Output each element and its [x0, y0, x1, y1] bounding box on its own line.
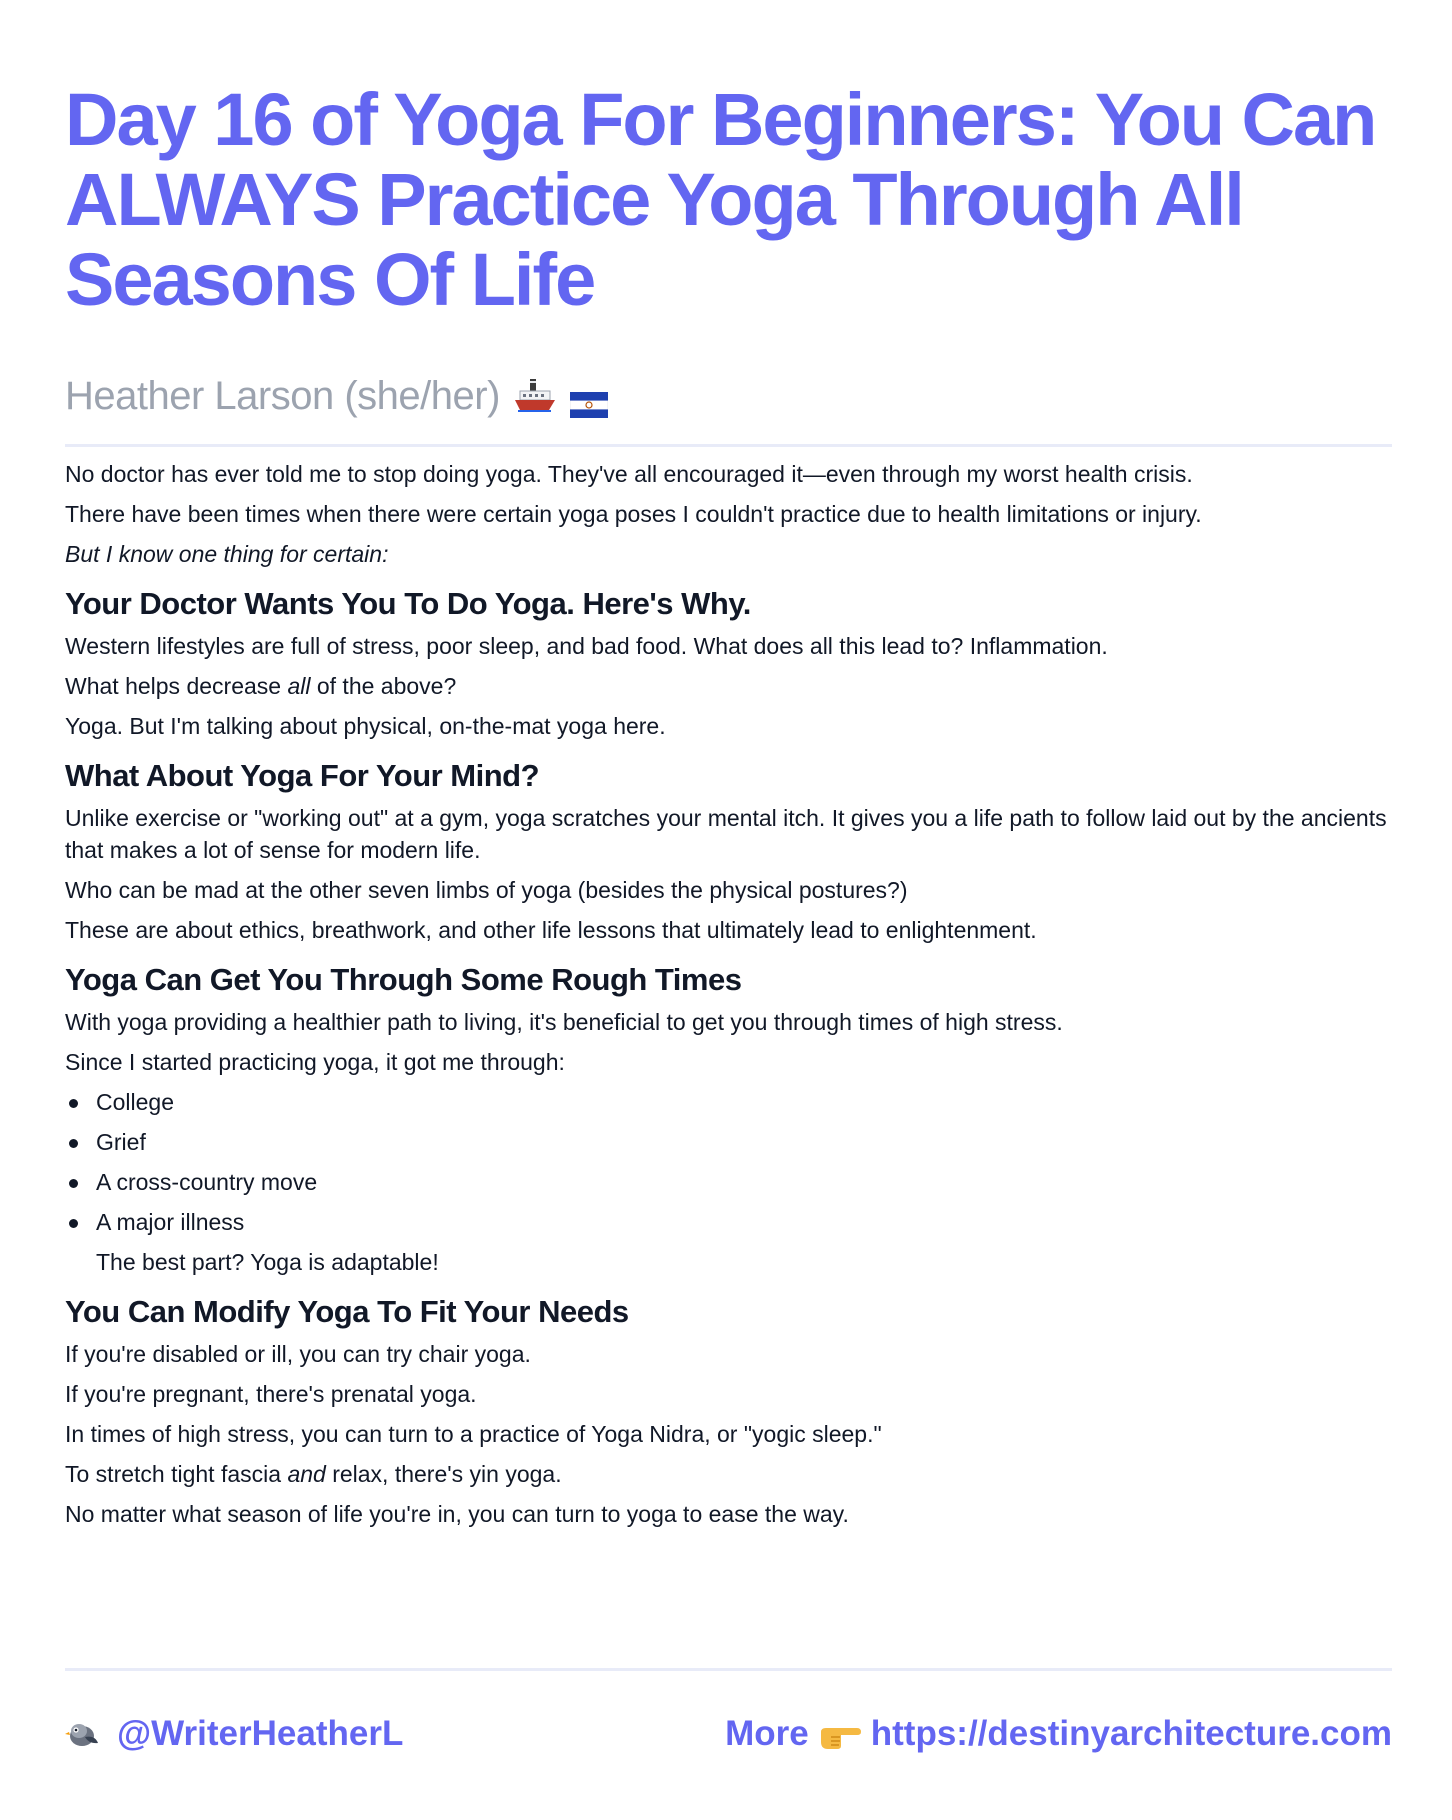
- more-label: More: [725, 1714, 809, 1753]
- bullet-icon: [69, 1139, 78, 1148]
- section-heading: You Can Modify Yoga To Fit Your Needs: [65, 1294, 629, 1329]
- ship-icon: [514, 377, 556, 415]
- bullet-icon: [69, 1179, 78, 1188]
- bullet-icon: [69, 1099, 78, 1108]
- paragraph: If you're disabled or ill, you can try chair yoga.: [65, 1341, 531, 1367]
- list-item-text: A major illness: [96, 1209, 245, 1235]
- bird-icon: [65, 1717, 99, 1751]
- emphasis-text: and: [287, 1461, 326, 1487]
- paragraph-text: What helps decrease: [65, 673, 288, 699]
- paragraph: No matter what season of life you're in, you can turn to yoga to ease the way.: [65, 1501, 849, 1527]
- list-item-text: A cross-country move: [96, 1169, 318, 1195]
- paragraph: But I know one thing for certain:: [65, 541, 389, 567]
- list-item: [65, 1166, 1392, 1198]
- section-heading: Your Doctor Wants You To Do Yoga. Here's Why.: [65, 586, 751, 621]
- document-page: [65, 0, 1392, 1820]
- pointing-hand-icon: [819, 1719, 861, 1749]
- paragraph: Unlike exercise or "working out" at a gym, yoga scratches your mental itch. It gives you a life path to follow laid out by the ancients that makes a lot of sense for modern life.: [65, 805, 1387, 863]
- section-heading: Yoga Can Get You Through Some Rough Times: [65, 962, 742, 997]
- social-handle-link[interactable]: @WriterHeatherL: [117, 1714, 404, 1753]
- footer-divider: [65, 1668, 1392, 1671]
- paragraph: [65, 670, 1392, 702]
- author-name: Heather Larson (she/her): [65, 373, 500, 418]
- bullet-icon: [69, 1219, 78, 1228]
- el-salvador-flag-icon: [570, 383, 608, 409]
- list-item: [65, 1126, 1392, 1158]
- page-title: Day 16 of Yoga For Beginners: You Can ALWAYS Practice Yoga Through All Seasons Of Life: [65, 78, 1376, 321]
- paragraph: No doctor has ever told me to stop doing yoga. They've all encouraged it—even through my worst health crisis.: [65, 461, 1193, 487]
- paragraph: There have been times when there were certain yoga poses I couldn't practice due to health limitations or injury.: [65, 501, 1202, 527]
- footer-handle[interactable]: [65, 1712, 403, 1756]
- paragraph-text: of the above?: [310, 673, 457, 699]
- paragraph: With yoga providing a healthier path to living, it's beneficial to get you through times of high stress.: [65, 1009, 1063, 1035]
- paragraph: Yoga. But I'm talking about physical, on-the-mat yoga here.: [65, 713, 666, 739]
- paragraph-text: relax, there's yin yoga.: [325, 1461, 562, 1487]
- paragraph: Who can be mad at the other seven limbs of yoga (besides the physical postures?): [65, 877, 908, 903]
- website-link[interactable]: https://destinyarchitecture.com: [870, 1714, 1392, 1753]
- paragraph: Since I started practicing yoga, it got me through:: [65, 1049, 565, 1075]
- author-line: [65, 370, 608, 422]
- list-item: [65, 1086, 1392, 1118]
- article-body: [65, 458, 1392, 1538]
- paragraph: In times of high stress, you can turn to a practice of Yoga Nidra, or "yogic sleep.": [65, 1421, 882, 1447]
- paragraph: Western lifestyles are full of stress, poor sleep, and bad food. What does all this lead to? Inflammation.: [65, 633, 1108, 659]
- emphasis-text: all: [287, 673, 311, 699]
- paragraph: [65, 1458, 1392, 1490]
- paragraph: The best part? Yoga is adaptable!: [96, 1249, 439, 1275]
- paragraph: These are about ethics, breathwork, and other life lessons that ultimately lead to enlightenment.: [65, 917, 1037, 943]
- header-divider: [65, 444, 1392, 447]
- footer-more[interactable]: [725, 1712, 1392, 1756]
- bullet-list: [65, 1086, 1392, 1238]
- paragraph-text: To stretch tight fascia: [65, 1461, 288, 1487]
- list-item-text: College: [96, 1089, 174, 1115]
- paragraph: If you're pregnant, there's prenatal yoga.: [65, 1381, 477, 1407]
- list-item: [65, 1206, 1392, 1238]
- section-heading: What About Yoga For Your Mind?: [65, 758, 540, 793]
- list-item-text: Grief: [96, 1129, 146, 1155]
